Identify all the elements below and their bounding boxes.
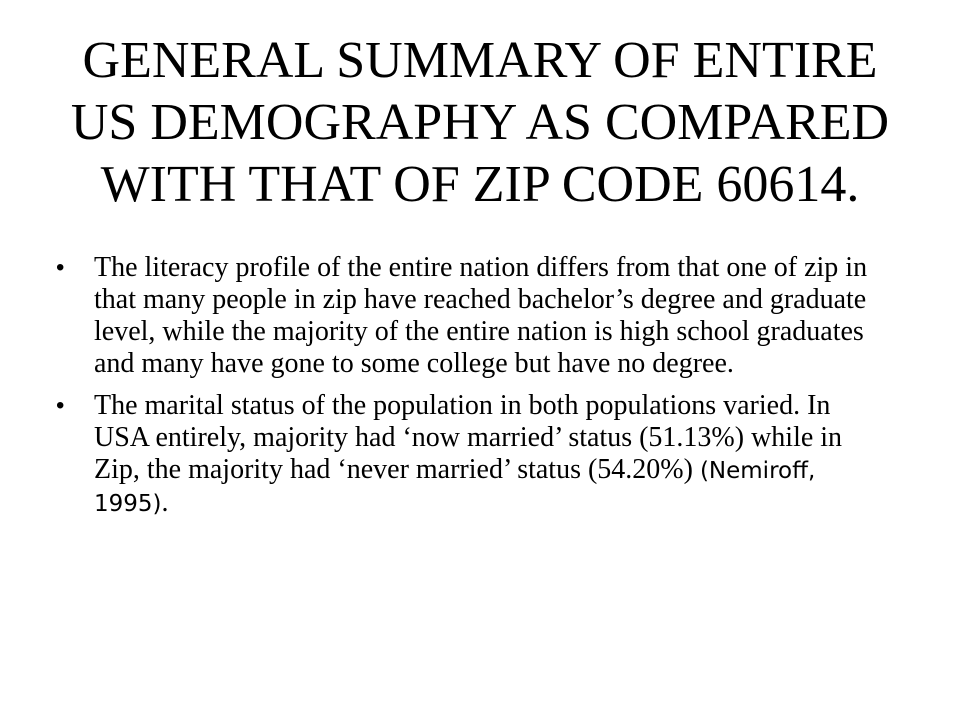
bullet-list bbox=[56, 252, 876, 530]
bullet-text-literacy: The literacy profile of the entire nation differs from that one of zip in that many people in zip have reached bachelor’s degree and graduate level, while the majority of the entire nation is high school graduates and many have gone to some college but have no degree. bbox=[94, 252, 868, 379]
bullet-text-marital-status: The marital status of the population in both populations varied. In USA entirely, majority had ‘now married’ status (51.13%) while in Zip, the majority had ‘never married’ status (54.20%) bbox=[94, 390, 843, 485]
bullet-item-literacy bbox=[56, 252, 876, 380]
citation-period: . bbox=[161, 487, 169, 518]
citation: (Nemiroff, 1995) bbox=[94, 458, 816, 517]
bullet-item-marital-status bbox=[56, 390, 876, 520]
bullet-dot-icon: • bbox=[56, 254, 65, 281]
bullet-dot-icon: • bbox=[56, 392, 65, 419]
slide-title: GENERAL SUMMARY OF ENTIRE US DEMOGRAPHY AS COMPARED WITH THAT OF ZIP CODE 60614. bbox=[70, 32, 890, 213]
